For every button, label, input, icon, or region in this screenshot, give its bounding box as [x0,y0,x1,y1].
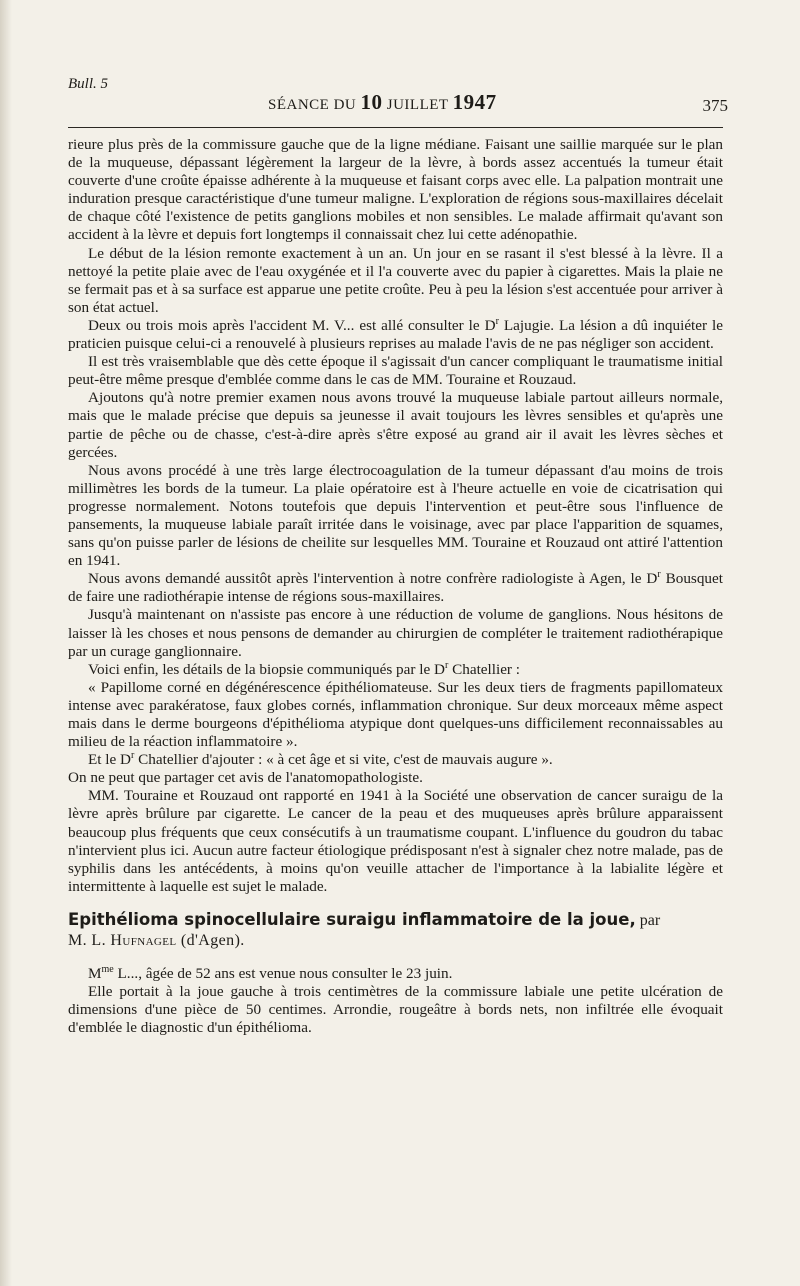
section-heading: Epithélioma spinocellulaire suraigu inflammatoire de la joue, [68,909,636,929]
running-head [68,76,728,116]
paragraph [68,570,723,606]
superscript: r [131,750,135,762]
superscript: r [657,569,661,581]
paragraph-text: M [88,964,102,982]
superscript: me [101,963,114,975]
article-body [68,136,723,1037]
page-edge-shadow [0,0,12,1286]
paragraph-text: Voici enfin, les détails de la biopsie communiqués par le D [88,660,445,678]
paragraph-text: Et le D [88,751,132,769]
paragraph: MM. Touraine et Rouzaud ont rapporté en 1941 à la Société une observation de cancer suraigu de la lèvre après brûlure par cigarette. Le cancer de la peau et des muqueuses après brûlure apparaissent beaucoup plus fréquents que ceux consécutifs à un traumatisme coupant. L'influence du goudron du tabac n'intervient plus ici. Aucun autre facteur étiologique prédisposant n'est à signaler chez notre malade, pas de syphilis dans les antécédents, à moins qu'on veuille attacher de l'importance à la labialite légère et intermittente à laquelle est sujet le malade. [68,787,723,895]
page-number: 375 [702,96,728,115]
session-month: JUILLET [386,97,449,113]
paragraph: Ajoutons qu'à notre premier examen nous avons trouvé la muqueuse labiale partout ailleurs normale, mais que le malade précise que depuis sa jeunesse il avait toujours les lèvres sensibles et qu'après une partie de pêche ou de chasse, c'est-à-dire après s'être exposé au grand air il avait les lèvres sèches et gercées. [68,389,723,461]
section-gap [68,951,723,965]
paragraph: Le début de la lésion remonte exactement à un an. Un jour en se rasant il s'est blessé à la lèvre. Il a nettoyé la petite plaie avec de l'eau oxygénée et il l'a couverte avec du papier à cigarettes. Mais la plaie ne se fermait pas et à sa surface est apparue une petite croûte. Peu à peu la lésion s'est accentuée pour arriver à son état actuel. [68,244,723,316]
paragraph-text: Deux ou trois mois après l'accident M. V... est allé consulter le D [88,316,496,334]
paragraph: Jusqu'à maintenant on n'assiste pas encore à une réduction de volume de ganglions. Nous hésitons de laisser là les choses et nous pensons de demander au chirurgien de compléter le traitement radiothérapique par un curage ganglionnaire. [68,606,723,660]
paragraph [68,317,723,353]
paragraph: Il est très vraisemblable que dès cette époque il s'agissait d'un cancer compliquant le traumatisme initial peut-être même presque d'emblée comme dans le cas de MM. Touraine et Rouzaud. [68,353,723,389]
session-date [268,90,497,115]
session-year: 1947 [452,90,497,114]
author-name: Hufnagel [110,931,177,949]
paragraph: rieure plus près de la commissure gauche que de la ligne médiane. Faisant une saillie marquée sur le plan de la muqueuse, dépassant légèrement la largeur de la lèvre, à bords assez accentués la tumeur était couverte d'une croûte épaisse adhérente à la muqueuse et faisant corps avec elle. La palpation montrait une induration presque caractéristique d'une tumeur maligne. L'exploration de régions sous-maxillaires décelait de chaque côté l'existence de petits ganglions mobiles et non sensibles. Le malade affirmait qu'avant son accident à la lèvre et depuis fort longtemps il connaissait chez lui cette adénopathie. [68,136,723,244]
paragraph [68,965,723,983]
paragraph: Nous avons procédé à une très large électrocoagulation de la tumeur dépassant d'au moins de trois millimètres les bords de la tumeur. La plaie opératoire est à l'heure actuelle en voie de cicatrisation qui progresse normalement. Notons toutefois que depuis l'intervention et peut-être sous l'influence de pansements, la muqueuse labiale paraît irritée dans le voisinage, avec par place l'apparition de squames, sans qu'on puisse parler de lésions de cheilite sur lesquelles MM. Touraine et Rouzaud ont attiré l'attention en 1941. [68,461,723,570]
section-gap [68,896,723,910]
superscript: r [495,315,499,327]
section-title [68,910,723,951]
paragraph-text: Chatellier : [448,660,521,678]
session-prefix: SÉANCE DU [268,97,357,113]
bulletin-number: Bull. 5 [68,76,108,92]
paragraph: On ne peut que partager cet avis de l'anatomopathologiste. [68,769,423,787]
paragraph [68,751,723,769]
header-rule [68,127,723,128]
paragraph-text: Lajugie. La lésion a dû inquiéter le praticien puisque celui-ci a renouvelé à plusieurs reprises au malade l'avis de ne pas négliger son accident. [68,316,723,353]
session-day: 10 [360,90,383,114]
paragraph-text: Bousquet de faire une radiothérapie intense de régions sous-maxillaires. [68,570,723,606]
author-prefix: M. L. [68,931,111,949]
paragraph: Elle portait à la joue gauche à trois centimètres de la commissure labiale une petite ulcération de dimensions d'une pièce de 50 centimes. Arrondie, rougeâtre à bords nets, non infiltrée elle évoquait d'emblée le diagnostic d'un épithélioma. [68,983,723,1037]
biopsy-quote: « Papillome corné en dégénérescence épithéliomateuse. Sur les deux tiers de fragments papillomateux intense avec parakératose, faux globes cornés, inflammation chronique. Sur deux morceaux même aspect mais dans le derme bourgeons d'épithélioma atypique dont quelques-uns difficilement reconnaissables au milieu de la réaction inflammatoire ». [68,678,723,751]
superscript: r [444,659,449,671]
section-par: par [635,911,661,929]
paragraph [68,661,723,679]
author-suffix: (d'Agen). [176,931,245,949]
paragraph-text: L..., âgée de 52 ans est venue nous consulter le 23 juin. [113,964,453,982]
paragraph-text: Chatellier d'ajouter : « à cet âge et si vite, c'est de mauvais augure ». [134,751,553,769]
paragraph-text: Nous avons demandé aussitôt après l'intervention à notre confrère radiologiste à Agen, le D [88,570,658,588]
